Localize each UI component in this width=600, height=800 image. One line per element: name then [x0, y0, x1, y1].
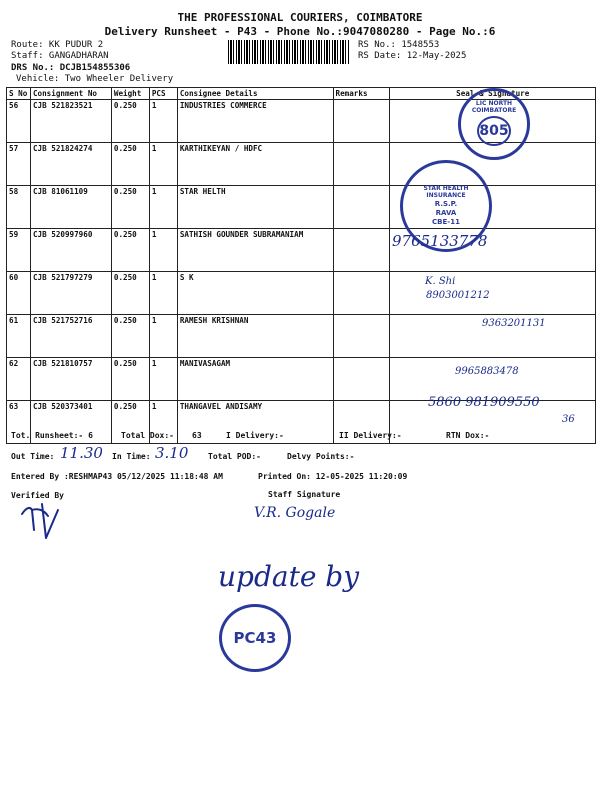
out-time-handwritten: 11.30: [60, 444, 103, 462]
cell-pcs: 1: [149, 143, 177, 186]
star-stamp-mid: R.S.P.: [434, 200, 458, 209]
cell-consignee: S K: [177, 272, 333, 315]
handwritten-phone-62: 9965883478: [455, 366, 519, 377]
handwritten-phone-59: 9765133778: [392, 232, 488, 250]
handwritten-name-60: K. Shi: [425, 276, 456, 287]
cell-signature: [390, 272, 596, 315]
handwritten-extra-63: 36: [562, 414, 575, 425]
route-label: Route: KK PUDUR 2: [11, 40, 104, 50]
cell-sno: 59: [7, 229, 31, 272]
cell-consignment: CJB 81061109: [30, 186, 111, 229]
cell-weight: 0.250: [111, 186, 149, 229]
drs-label: DRS No.: DCJB154855306: [11, 63, 131, 73]
cell-consignee: SATHISH GOUNDER SUBRAMANIAM: [177, 229, 333, 272]
cell-consignee: INDUSTRIES COMMERCE: [177, 100, 333, 143]
verified-signature: [18, 500, 68, 542]
lic-stamp: [458, 88, 530, 160]
document-subtitle: Delivery Runsheet - P43 - Phone No.:9047080280 - Page No.:6: [104, 25, 496, 38]
cell-weight: 0.250: [111, 358, 149, 401]
table-row: [7, 229, 596, 272]
total-runsheet: Tot. Runsheet:- 6: [11, 431, 93, 440]
lic-stamp-text: LIC NORTH COIMBATORE: [471, 100, 517, 114]
table-row: [7, 272, 596, 315]
vehicle-label: Vehicle: Two Wheeler Delivery: [16, 74, 174, 84]
cell-remarks: [333, 100, 390, 143]
cell-sno: 57: [7, 143, 31, 186]
staff-signature-handwritten: V.R. Gogale: [254, 505, 336, 521]
ii-delivery-label: II Delivery:-: [339, 431, 402, 440]
cell-sno: 56: [7, 100, 31, 143]
cell-sno: 63: [7, 401, 31, 444]
update-by-handwritten: update by: [218, 560, 360, 593]
cell-pcs: 1: [149, 229, 177, 272]
in-time-label: In Time:: [112, 452, 151, 461]
rs-number: RS No.: 1548553: [358, 40, 440, 50]
barcode-image: [228, 40, 350, 64]
cell-remarks: [333, 358, 390, 401]
cell-weight: 0.250: [111, 229, 149, 272]
staff-signature-label: Staff Signature: [268, 490, 341, 499]
cell-remarks: [333, 229, 390, 272]
cell-remarks: [333, 272, 390, 315]
cell-consignment: CJB 520997960: [30, 229, 111, 272]
total-dox-value: 63: [192, 431, 202, 440]
total-dox-label: Total Dox:-: [121, 431, 174, 440]
cell-consignee: STAR HELTH: [177, 186, 333, 229]
handwritten-phone-63: 5860 981909550: [428, 395, 540, 410]
col-seal-signature: Seal & Signature: [390, 88, 596, 100]
cell-weight: 0.250: [111, 143, 149, 186]
cell-consignment: CJB 521797279: [30, 272, 111, 315]
lic-stamp-number: 805: [477, 116, 511, 146]
delvy-points-label: Delvy Points:-: [287, 452, 355, 461]
pc43-stamp-text: PC43: [233, 629, 277, 647]
cell-pcs: 1: [149, 315, 177, 358]
cell-sno: 61: [7, 315, 31, 358]
table-row: [7, 186, 596, 229]
col-pcs: PCS: [149, 88, 177, 100]
cell-consignment: CJB 520373401: [30, 401, 111, 444]
cell-consignee: RAMESH KRISHNAN: [177, 315, 333, 358]
cell-consignee: MANIVASAGAM: [177, 358, 333, 401]
col-consignee: Consignee Details: [177, 88, 333, 100]
cell-weight: 0.250: [111, 315, 149, 358]
cell-consignment: CJB 521752716: [30, 315, 111, 358]
cell-pcs: 1: [149, 401, 177, 444]
verified-by-label: Verified By: [11, 491, 64, 500]
cell-pcs: 1: [149, 358, 177, 401]
cell-remarks: [333, 186, 390, 229]
star-stamp-bottom: CBE-11: [432, 218, 460, 227]
star-stamp-top: STAR HEALTH INSURANCE: [423, 184, 469, 200]
star-stamp-mid2: RAVA: [435, 209, 457, 218]
cell-sno: 58: [7, 186, 31, 229]
col-weight: Weight: [111, 88, 149, 100]
cell-pcs: 1: [149, 272, 177, 315]
col-sno: S No: [7, 88, 31, 100]
staff-label: Staff: GANGADHARAN: [11, 51, 109, 61]
cell-sno: 60: [7, 272, 31, 315]
handwritten-phone-61: 9363201131: [482, 318, 546, 329]
cell-consignee: KARTHIKEYAN / HDFC: [177, 143, 333, 186]
rs-date: RS Date: 12-May-2025: [358, 51, 467, 61]
col-consignment: Consignment No: [30, 88, 111, 100]
cell-weight: 0.250: [111, 401, 149, 444]
cell-sno: 62: [7, 358, 31, 401]
cell-remarks: [333, 143, 390, 186]
cell-remarks: [333, 315, 390, 358]
cell-weight: 0.250: [111, 272, 149, 315]
col-remarks: Remarks: [333, 88, 390, 100]
cell-pcs: 1: [149, 100, 177, 143]
cell-consignment: CJB 521810757: [30, 358, 111, 401]
printed-on: Printed On: 12-05-2025 11:20:09: [258, 472, 408, 481]
i-delivery-label: I Delivery:-: [226, 431, 284, 440]
in-time-handwritten: 3.10: [155, 444, 189, 462]
entered-by: Entered By :RESHMAP43 05/12/2025 11:18:48 AM: [11, 472, 223, 481]
cell-consignment: CJB 521824274: [30, 143, 111, 186]
pc43-stamp: [219, 604, 291, 672]
total-pod-label: Total POD:-: [208, 452, 261, 461]
out-time-label: Out Time:: [11, 452, 55, 461]
cell-pcs: 1: [149, 186, 177, 229]
cell-consignment: CJB 521823521: [30, 100, 111, 143]
handwritten-phone-60: 8903001212: [426, 290, 490, 301]
rtn-dox-label: RTN Dox:-: [446, 431, 490, 440]
cell-weight: 0.250: [111, 100, 149, 143]
document-title: THE PROFESSIONAL COURIERS, COIMBATORE: [177, 11, 423, 24]
cell-consignee: THANGAVEL ANDISAMY: [177, 401, 333, 444]
